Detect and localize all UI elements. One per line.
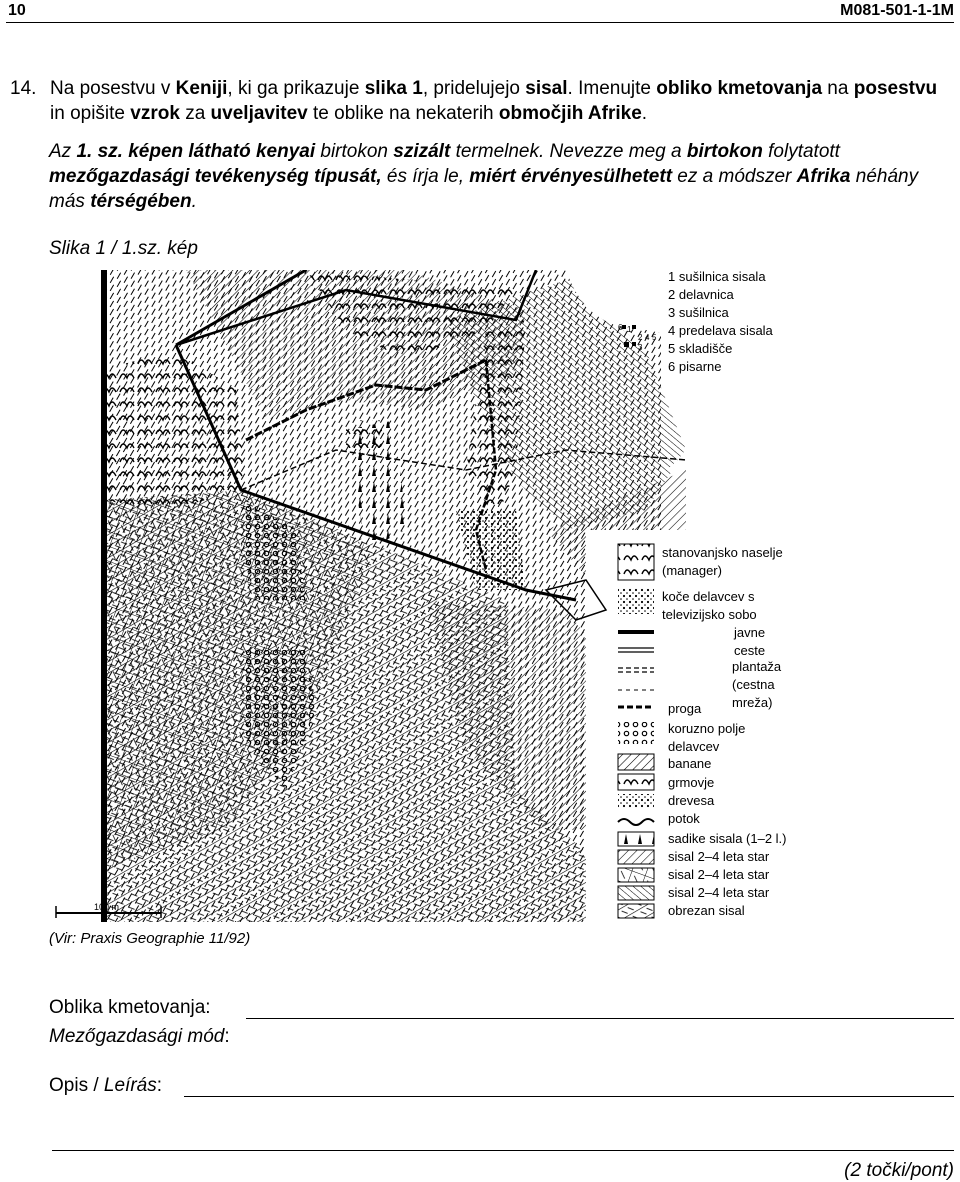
sl-text-part: posestvu xyxy=(853,78,938,99)
hu-text-part: Afrika xyxy=(796,166,851,187)
marker-2: 2 xyxy=(638,333,643,342)
answer-label-description: Opis / Leírás: xyxy=(49,1075,162,1096)
page-header xyxy=(6,0,954,23)
legend-manager: stanovanjsko naselje (manager) xyxy=(662,545,783,578)
legend-seedlings: sadike sisala (1–2 l.) xyxy=(668,831,787,846)
answer-line-description-2[interactable] xyxy=(52,1150,954,1151)
marker-6: 6 xyxy=(618,323,623,332)
legend-workers: koče delavcev s televizijsko sobo xyxy=(662,589,757,622)
sl-text-part: , ki ga prikazuje xyxy=(227,78,365,99)
workers-symbol xyxy=(618,588,654,614)
exam-code: M081-501-1-1M xyxy=(840,2,954,19)
sl-text-part: in opišite xyxy=(50,103,131,124)
legend-building-4: 4 predelava sisala xyxy=(668,323,773,338)
seedlings-symbol xyxy=(618,832,654,846)
hu-text-part: folytatott xyxy=(762,141,840,162)
sl-text-part: Keniji xyxy=(175,78,228,99)
legend-public-roads: javne ceste xyxy=(734,625,766,658)
hu-text-part: . xyxy=(191,191,197,212)
sl-text-part: slika 1 xyxy=(364,78,423,99)
sl-text-part: . xyxy=(641,103,648,124)
hu-text-part: birtokon xyxy=(686,141,763,162)
hu-text-part: néhány más xyxy=(49,166,919,212)
legend-banana: banane xyxy=(668,756,712,771)
page-number: 10 xyxy=(8,2,26,19)
question-sl xyxy=(10,76,940,126)
marker-5: 5 xyxy=(652,333,657,342)
sl-text-part: na xyxy=(822,78,854,99)
legend-sisal-3: sisal 2–4 leta star xyxy=(668,885,770,900)
sl-text-part: , pridelujejo xyxy=(422,78,526,99)
scale-label: 100 m xyxy=(94,902,120,912)
legend-building-2: 2 delavnica xyxy=(668,287,734,302)
marker-3: 3 xyxy=(638,343,643,352)
sl-text-part: . Imenujte xyxy=(567,78,657,99)
hu-text-part: szizált xyxy=(393,141,451,162)
hu-text-part: ez a módszer xyxy=(672,166,797,187)
legend-buildings xyxy=(668,268,773,376)
hu-text-part: térségében xyxy=(90,191,192,212)
plantation-map xyxy=(46,270,798,922)
marker-4: 4 xyxy=(645,333,650,342)
banana-symbol xyxy=(618,754,654,770)
legend-sisal-2: sisal 2–4 leta star xyxy=(668,867,770,882)
legend-maize: koruzno polje delavcev xyxy=(668,721,746,754)
sl-text-part: Na posestvu v xyxy=(50,78,176,99)
figure-caption: Slika 1 / 1.sz. kép xyxy=(49,238,198,259)
answer-label-form: Oblika kmetovanja: xyxy=(49,997,211,1018)
legend-trees: drevesa xyxy=(668,793,715,808)
question-text-hu xyxy=(49,139,949,214)
legend-bush: grmovje xyxy=(668,775,715,790)
hu-text-part: miért érvényesülhetett xyxy=(469,166,673,187)
hu-text-part: 1. sz. képen látható kenyai xyxy=(76,141,316,162)
legend-symbols xyxy=(618,544,654,918)
points-label: (2 točki/pont) xyxy=(844,1160,954,1181)
trees-cluster xyxy=(346,420,382,448)
legend-railway: proga xyxy=(668,701,702,716)
legend-building-6: 6 pisarne xyxy=(668,359,722,374)
answer-line-description-1[interactable] xyxy=(184,1096,954,1097)
sl-text-part: uveljavitev xyxy=(210,103,308,124)
legend-sisal-1: sisal 2–4 leta star xyxy=(668,849,770,864)
legend-plantation: plantaža (cestna mreža) xyxy=(732,659,782,710)
question-number: 14. xyxy=(10,78,37,99)
manager-symbol xyxy=(618,544,654,580)
sl-text-part: te oblike na nekaterih xyxy=(307,103,499,124)
hu-text-part: mezőgazdasági tevékenység típusát, xyxy=(49,166,382,187)
sl-text-part: sisal xyxy=(525,78,568,99)
hu-text-part: termelnek. Nevezze meg a xyxy=(450,141,687,162)
hu-text-part: birtokon xyxy=(315,141,394,162)
legend-cut-sisal: obrezan sisal xyxy=(668,903,745,918)
marker-1: 1 xyxy=(627,325,632,334)
hu-text-part: és írja le, xyxy=(381,166,470,187)
answer-line-form[interactable] xyxy=(246,1018,954,1019)
hu-text-part: Az xyxy=(49,141,77,162)
sl-text-part: obliko kmetovanja xyxy=(656,78,823,99)
trees-symbol xyxy=(618,794,654,808)
question-text-sl xyxy=(50,76,940,126)
answer-label-mode: Mezőgazdasági mód: xyxy=(49,1026,230,1047)
legend-stream: potok xyxy=(668,811,700,826)
maize-symbol xyxy=(618,722,654,744)
figure-source: (Vir: Praxis Geographie 11/92) xyxy=(49,930,251,947)
legend-building-1: 1 sušilnica sisala xyxy=(668,269,766,284)
legend-building-5: 5 skladišče xyxy=(668,341,733,356)
bush-symbol xyxy=(618,774,654,790)
sl-text-part: vzrok xyxy=(130,103,180,124)
sl-text-part: območjih Afrike xyxy=(498,103,642,124)
legend-building-3: 3 sušilnica xyxy=(668,305,729,320)
sl-text-part: za xyxy=(179,103,211,124)
